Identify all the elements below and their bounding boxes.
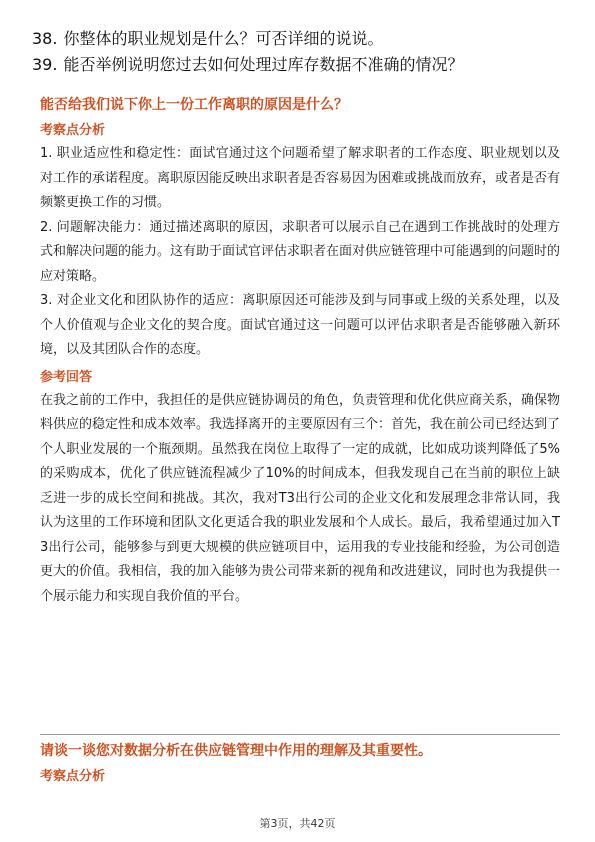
reference-answer: 在我之前的工作中，我担任的是供应链协调员的角色，负责管理和优化供应商关系，确保物料供应的稳定性和成本效率。我选择离开的主要原因有三个：首先，我在前公司已经达到了个人职业发展的一个瓶颈期。虽然我在岗位上取得了一定的成就，比如成功谈判降低了5%的采购成本，优化了供应链流程减少了10%的时间成本，但我发现自己在当前的职位上缺乏进一步的成长空间和挑战。其次，我对T3出行公司的企业文化和发展理念非常认同，我认为这里的工作环境和团队文化更适合我的职业发展和个人成长。最后，我希望通过加入T3出行公司，能够参与到更大规模的供应链项目中，运用我的专业技能和经验，为公司创造更大的价值。我相信，我的加入能够为贵公司带来新的视角和改进建议，同时也为我提供一个展示能力和实现自我价值的平台。 [40, 392, 561, 604]
section-leaving-reason [40, 94, 560, 609]
question-number: 39. [32, 55, 58, 74]
question-text: 能否举例说明您过去如何处理过库存数据不准确的情况？ [63, 55, 464, 74]
analysis-point-2: 2. 问题解决能力：通过描述离职的原因，求职者可以展示自己在遇到工作挑战时的处理方式和解决问题的能力。这有助于面试官评估求职者在面对供应链管理中可能遇到的问题时的应对策略。 [40, 219, 561, 284]
section-title: 能否给我们说下你上一份工作离职的原因是什么？ [40, 97, 348, 113]
answer-heading: 参考回答 [40, 369, 93, 385]
section-title: 请谈一谈您对数据分析在供应链管理中作用的理解及其重要性。 [40, 743, 432, 759]
section-divider [40, 734, 560, 735]
analysis-point-3: 3. 对企业文化和团队协作的适应：离职原因还可能涉及到与同事或上级的关系处理，以及个人价值观与企业文化的契合度。面试官通过这一问题可以评估求职者是否能够融入新环境，以及其团队合作的态度。 [40, 293, 560, 357]
page-number: 第3页，共42页 [259, 817, 336, 830]
question-item [32, 52, 572, 78]
question-list [32, 26, 572, 78]
analysis-heading: 考察点分析 [40, 123, 106, 138]
analysis-point-1: 1. 职业适应性和稳定性：面试官通过这个问题希望了解求职者的工作态度、职业规划以及对工作的承诺程度。离职原因能反映出求职者是否容易因为困难或挑战而放弃，或者是否有频繁更换工作的习惯。 [40, 146, 561, 210]
section-data-analysis [40, 740, 560, 788]
question-number: 38. [32, 29, 58, 48]
question-text: 你整体的职业规划是什么？可否详细的说说。 [63, 29, 384, 48]
question-item [32, 26, 572, 52]
analysis-heading: 考察点分析 [40, 769, 106, 784]
